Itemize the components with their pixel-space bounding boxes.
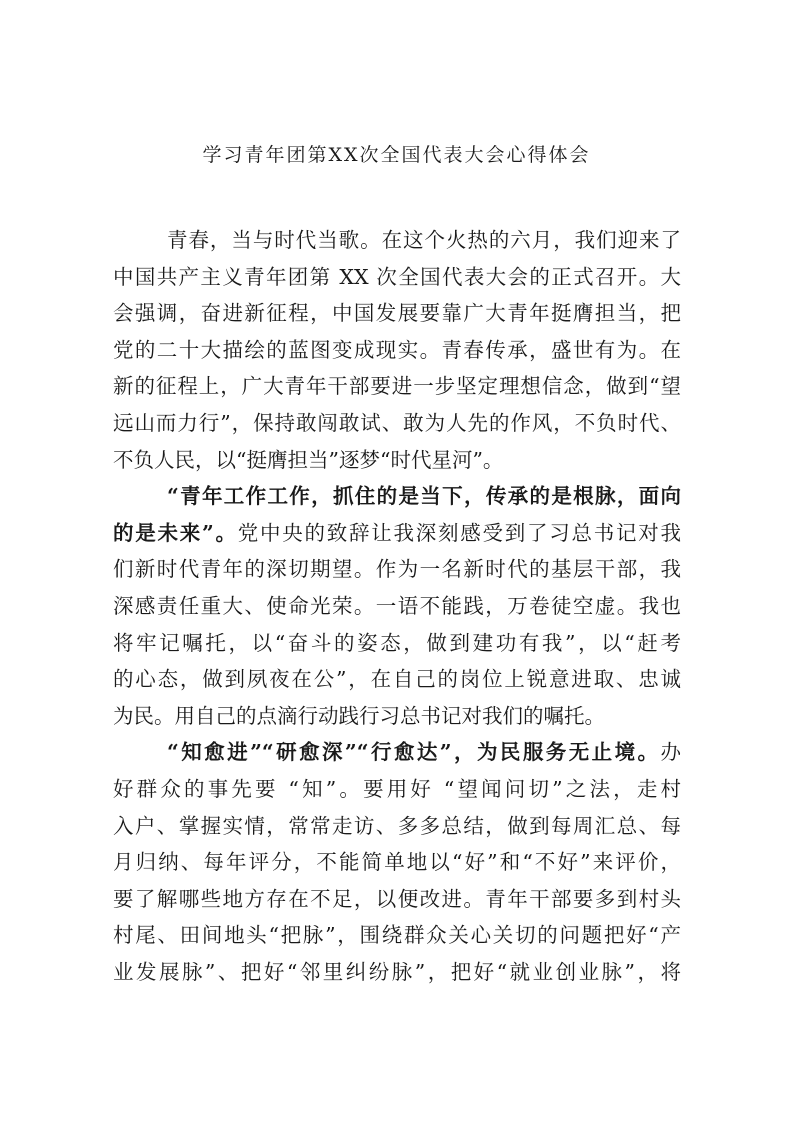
line-text: 业发展脉”、把好“邻里纠纷脉”，把好“就业创业脉”，将 <box>113 959 681 984</box>
line-text: 新的征程上，广大青年干部要进一步坚定理想信念，做到“望 <box>113 374 681 399</box>
text-line <box>113 734 681 771</box>
line-text: 深感责任重大、使命光荣。一语不能践，万卷徒空虚。我也 <box>113 593 681 618</box>
text-line <box>113 625 681 662</box>
line-text: 党中央的致辞让我深刻感受到了习总书记对我 <box>237 520 681 545</box>
bold-heading-text: “知愈进”“研愈深”“行愈达”，为民服务无止境。 <box>167 740 661 765</box>
line-text: 会强调，奋进新征程，中国发展要靠广大青年挺膺担当，把 <box>113 301 681 326</box>
text-line <box>113 698 681 735</box>
line-text: 青春，当与时代当歌。在这个火热的六月，我们迎来了 <box>167 228 681 252</box>
text-line <box>113 222 681 259</box>
text-line <box>113 405 681 442</box>
text-line <box>113 881 681 918</box>
line-text: 月归纳、每年评分，不能简单地以“好”和“不好”来评价， <box>113 850 681 875</box>
line-text: 党的二十大描绘的蓝图变成现实。青春传承，盛世有为。在 <box>113 337 681 362</box>
text-line <box>113 588 681 625</box>
bold-heading-text: 的是未来”。 <box>113 520 238 545</box>
line-text: 好群众的事先要 “知”。要用好 “望闻问切”之法，走村 <box>113 776 681 801</box>
line-text: 为民。用自己的点滴行动践行习总书记对我们的嘱托。 <box>113 703 605 728</box>
text-line <box>113 259 681 296</box>
text-line <box>113 771 681 808</box>
text-line <box>113 368 681 405</box>
line-text: 将牢记嘱托，以“奋斗的姿态，做到建功有我”，以“赶考 <box>113 630 681 655</box>
line-text: 的心态，做到夙夜在公”，在自己的岗位上锐意进取、忠诚 <box>113 667 681 692</box>
text-line <box>113 442 681 479</box>
text-line <box>113 332 681 369</box>
text-line <box>113 478 681 515</box>
text-line <box>113 917 681 954</box>
document-title: 学习青年团第XX次全国代表大会心得体会 <box>202 144 591 166</box>
document-body <box>113 222 681 990</box>
line-text: 要了解哪些地方存在不足，以便改进。青年干部要多到村头 <box>113 886 681 911</box>
text-line <box>113 844 681 881</box>
line-text: 远山而力行”，保持敢闯敢试、敢为人先的作风，不负时代、 <box>113 410 681 435</box>
line-text: 们新时代青年的深切期望。作为一名新时代的基层干部，我 <box>113 557 681 582</box>
text-line <box>113 661 681 698</box>
bold-heading-text: “青年工作工作，抓住的是当下，传承的是根脉，面向 <box>167 484 681 509</box>
paragraph-1 <box>113 222 681 478</box>
line-text: 中国共产主义青年团第 XX 次全国代表大会的正式召开。大 <box>113 264 681 289</box>
paragraph-3 <box>113 734 681 990</box>
text-line <box>113 808 681 845</box>
text-line <box>113 295 681 332</box>
line-text: 办 <box>660 740 681 765</box>
text-line <box>113 515 681 552</box>
line-text: 不负人民，以“挺膺担当”逐梦“时代星河”。 <box>113 447 504 472</box>
text-line <box>113 551 681 588</box>
line-text: 村尾、田间地头“把脉”，围绕群众关心关切的问题把好“产 <box>113 923 681 948</box>
line-text: 入户、掌握实情，常常走访、多多总结，做到每周汇总、每 <box>113 813 681 838</box>
text-line <box>113 954 681 991</box>
paragraph-2 <box>113 478 681 734</box>
